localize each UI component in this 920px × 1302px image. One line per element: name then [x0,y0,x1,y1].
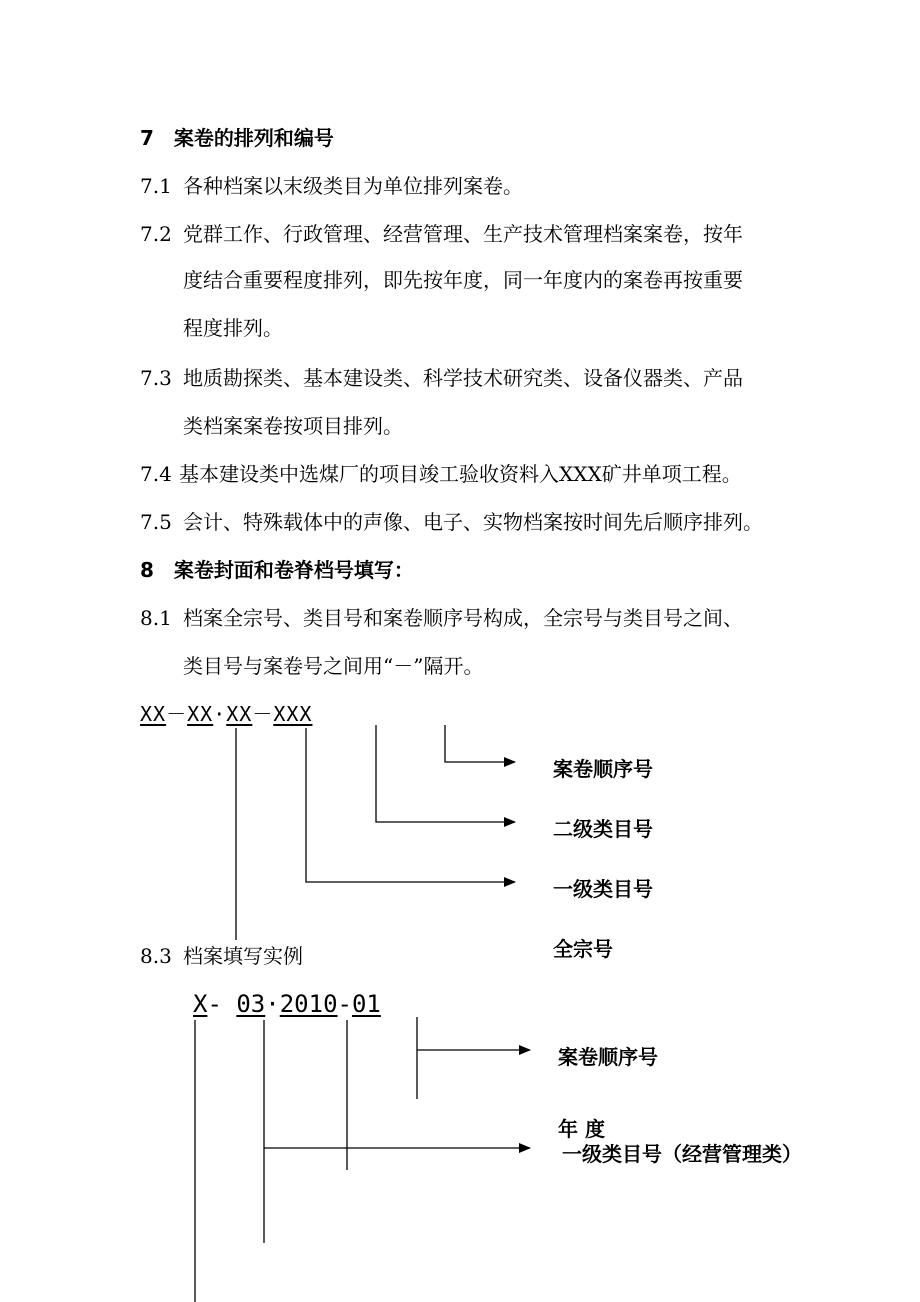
label-sequence-number: 案卷顺序号 [553,757,653,781]
item-7-1-text: 各种档案以末级类目为单位排列案卷。 [183,174,523,198]
code-separator: － [252,702,274,726]
item-8-1-line-1: 档案全宗号、类目号和案卷顺序号构成，全宗号与类目号之间、 [183,606,743,630]
item-7-3-line-2: 类档案案卷按项目排列。 [183,414,403,438]
label-level2-category: 二级类目号 [553,817,653,841]
example-dot: · [265,990,280,1018]
item-7-1-number: 7.1 [140,174,172,198]
item-8-1-number: 8.1 [140,606,172,630]
label-fonds-number: 全宗号 [553,937,613,961]
code-part-level1: XX [187,702,214,726]
example-label-year: 年 度 [558,1117,605,1141]
example-label-sequence: 案卷顺序号 [558,1045,658,1069]
example-separator: - [207,990,237,1018]
level1-arrow [306,728,515,882]
label-level1-category: 一级类目号 [553,877,653,901]
code-part-sequence: XXX [273,702,313,726]
item-7-4-text: 基本建设类中选煤厂的项目竣工验收资料入XXX矿井单项工程。 [179,462,742,486]
code-part-level2: XX [226,702,253,726]
item-7-2-line-2: 度结合重要程度排列，即先按年度，同一年度内的案卷再按重要 [183,268,743,292]
item-8-1-line-2: 类目号与案卷号之间用“－”隔开。 [183,654,484,678]
item-7-5-text: 会计、特殊载体中的声像、电子、实物档案按时间先后顺序排列。 [183,510,763,534]
code-part-fonds: XX [140,702,167,726]
code-dot: · [213,702,227,726]
item-8-3-text: 档案填写实例 [183,944,303,968]
item-7-4-number: 7.4 [140,462,172,486]
item-7-2-line-3: 程度排列。 [183,316,283,340]
example-part-fonds: X [193,990,208,1018]
section-8-title: 8 案卷封面和卷脊档号填写： [140,558,414,582]
item-8-3-number: 8.3 [140,944,172,968]
code-separator: － [166,702,188,726]
item-7-3-line-1: 地质勘探类、基本建设类、科学技术研究类、设备仪器类、产品 [183,366,743,390]
example-part-year: 2010 [279,990,338,1018]
example-separator: - [337,990,352,1018]
item-7-2-number: 7.2 [140,222,172,246]
item-7-3-number: 7.3 [140,366,172,390]
item-7-5-number: 7.5 [140,510,172,534]
example-part-sequence: 01 [351,990,381,1018]
section-7-title: 7 案卷的排列和编号 [140,126,334,150]
sequence-arrow [445,725,515,762]
item-7-2-line-1: 党群工作、行政管理、经营管理、生产技术管理档案案卷，按年 [183,222,743,246]
example-label-category: 一级类目号（经营管理类） [562,1142,802,1166]
example-part-category: 03 [236,990,266,1018]
